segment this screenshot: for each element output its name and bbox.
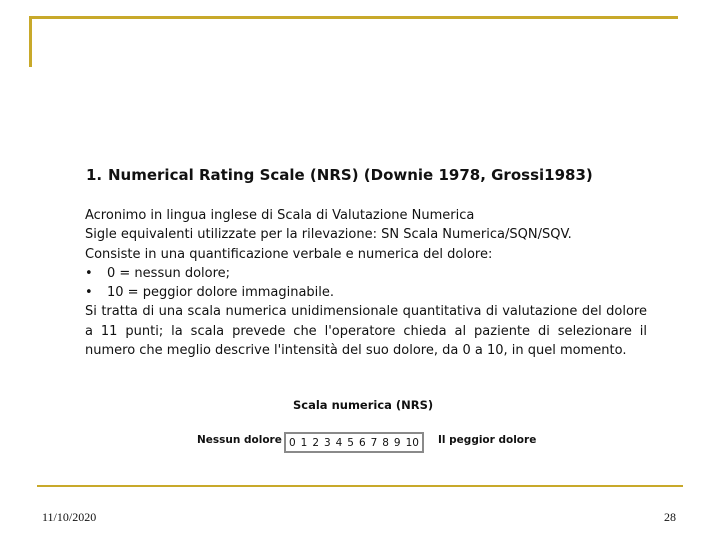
bullet-text: 0 = nessun dolore; <box>107 265 231 281</box>
frame-left-rule <box>29 16 32 67</box>
scale-number: 10 <box>405 436 419 449</box>
text-line: Consiste in una quantificazione verbale e numerica del dolore: <box>85 246 493 262</box>
scale-right-label: Il peggior dolore <box>438 434 537 446</box>
text-line: Sigle equivalenti utilizzate per la rilevazione: SN Scala Numerica/SQN/SQV. <box>85 227 572 243</box>
scale-number: 0 <box>289 436 296 449</box>
bullet-icon: • <box>85 285 93 301</box>
heading-text: Numerical Rating Scale (NRS) (Downie 1978, Grossi1983) <box>108 166 593 184</box>
text-line: Acronimo in lingua inglese di Scala di Valutazione Numerica <box>85 208 475 223</box>
description-paragraph: Si tratta di una scala numerica unidimensionale quantitativa di valutazione del dolore a 11 punti; la scala prevede che l'operatore chieda al paziente di selezionare il numero che meglio descrive l'intensità del suo dolore, da 0 a 10, in quel momento. <box>85 304 647 359</box>
scale-number: 6 <box>358 436 366 449</box>
scale-number: 9 <box>393 436 401 449</box>
scale-number: 7 <box>370 436 378 449</box>
scale-number: 1 <box>300 436 308 449</box>
frame-top-rule <box>31 16 678 19</box>
section-heading <box>86 166 593 184</box>
scale-title: Scala numerica (NRS) <box>293 398 434 412</box>
scale-number: 3 <box>323 436 331 449</box>
bullet-icon: • <box>85 265 93 281</box>
scale-number: 8 <box>382 436 389 449</box>
scale-number: 5 <box>347 436 354 449</box>
scale-number: 4 <box>335 436 343 449</box>
heading-number: 1. <box>86 166 103 184</box>
footer-date: 11/10/2020 <box>42 510 97 524</box>
bullet-text: 10 = peggior dolore immaginabile. <box>107 285 335 301</box>
scale-number: 2 <box>312 436 319 449</box>
page-number: 28 <box>664 510 676 524</box>
numeric-scale <box>284 432 424 453</box>
frame-bottom-rule <box>37 485 683 487</box>
bullet-item <box>85 264 647 283</box>
body-text <box>85 206 647 360</box>
bullet-item <box>85 283 647 302</box>
scale-left-label: Nessun dolore <box>197 434 282 446</box>
